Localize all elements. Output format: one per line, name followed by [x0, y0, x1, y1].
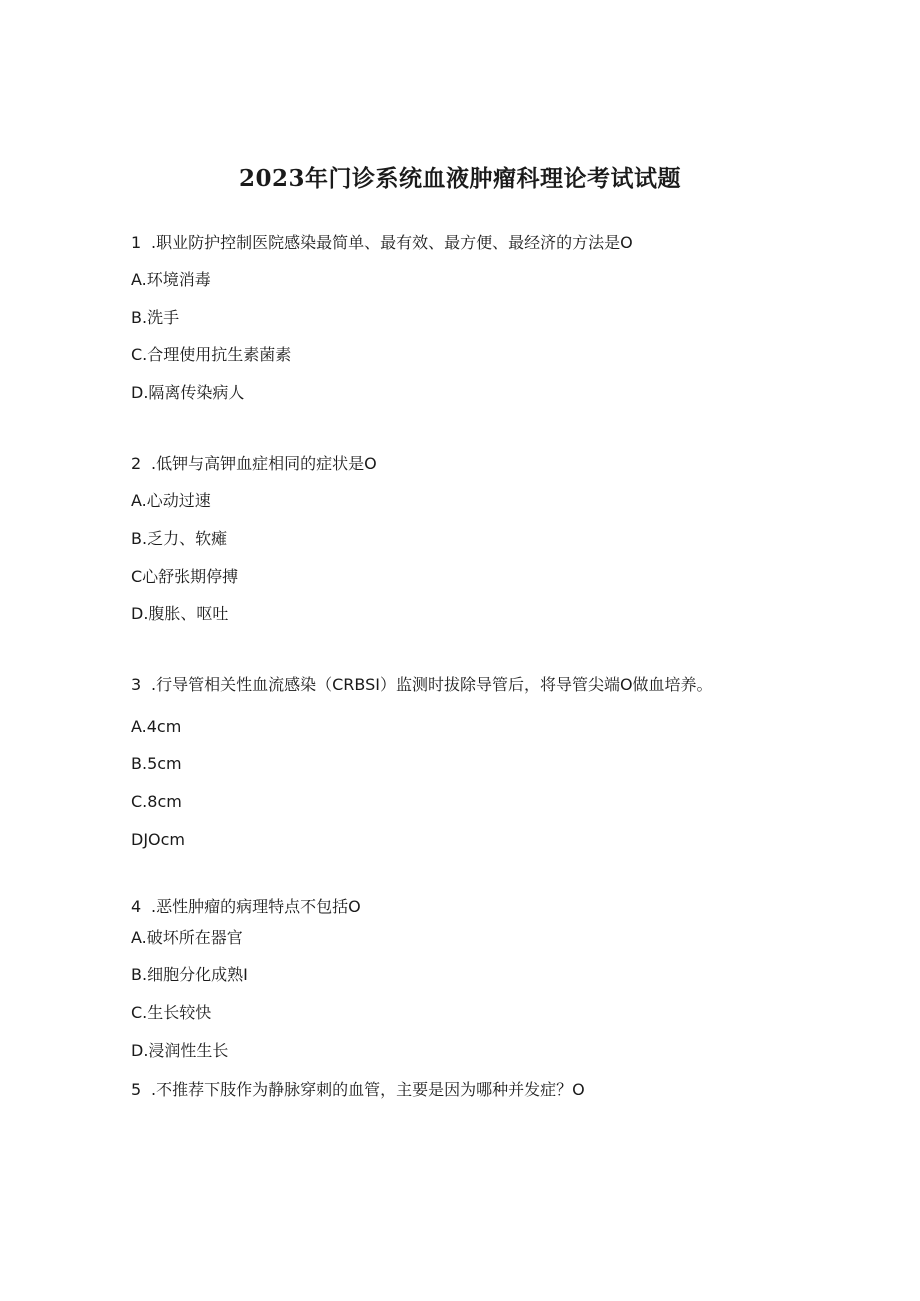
option-2b: B.乏力、软瘫	[131, 529, 228, 548]
question-number: 2	[131, 454, 142, 473]
question-number: 5	[131, 1080, 142, 1099]
option-3b: B.5cm	[131, 754, 182, 773]
page-title: 2023年门诊系统血液肿瘤科理论考试试题	[238, 165, 681, 192]
option-4b: B.细胞分化成熟I	[131, 965, 248, 984]
question-number: 1	[131, 233, 142, 252]
option-1a: A.环境消毒	[131, 270, 211, 289]
question-2	[131, 454, 377, 474]
option-3a: A.4cm	[131, 717, 182, 736]
question-1	[131, 233, 633, 253]
question-text: .职业防护控制医院感染最简单、最有效、最方便、最经济的方法是O	[151, 233, 633, 252]
question-5	[131, 1080, 585, 1100]
question-text: .行导管相关性血流感染（CRBSI）监测时拔除导管后，将导管尖端O做血培养。	[151, 675, 713, 694]
option-4d: D.浸润性生长	[131, 1041, 229, 1060]
option-1b: B.洗手	[131, 308, 180, 327]
option-1d: D.隔离传染病人	[131, 383, 245, 402]
option-4c: C.生长较快	[131, 1003, 212, 1022]
option-2a: A.心动过速	[131, 491, 211, 510]
option-1c: C.合理使用抗生素菌素	[131, 345, 292, 364]
question-number: 4	[131, 897, 142, 916]
option-3d: DJOcm	[131, 830, 186, 849]
question-4	[131, 897, 361, 917]
question-3	[131, 675, 713, 695]
question-number: 3	[131, 675, 142, 694]
question-text: .恶性肿瘤的病理特点不包括O	[151, 897, 361, 916]
question-text: .低钾与高钾血症相同的症状是O	[151, 454, 377, 473]
option-4a: A.破坏所在器官	[131, 928, 243, 947]
option-3c: C.8cm	[131, 792, 182, 811]
option-2c: C心舒张期停搏	[131, 567, 239, 586]
question-text: .不推荐下肢作为静脉穿刺的血管，主要是因为哪种并发症？O	[151, 1080, 585, 1099]
option-2d: D.腹胀、呕吐	[131, 604, 229, 623]
